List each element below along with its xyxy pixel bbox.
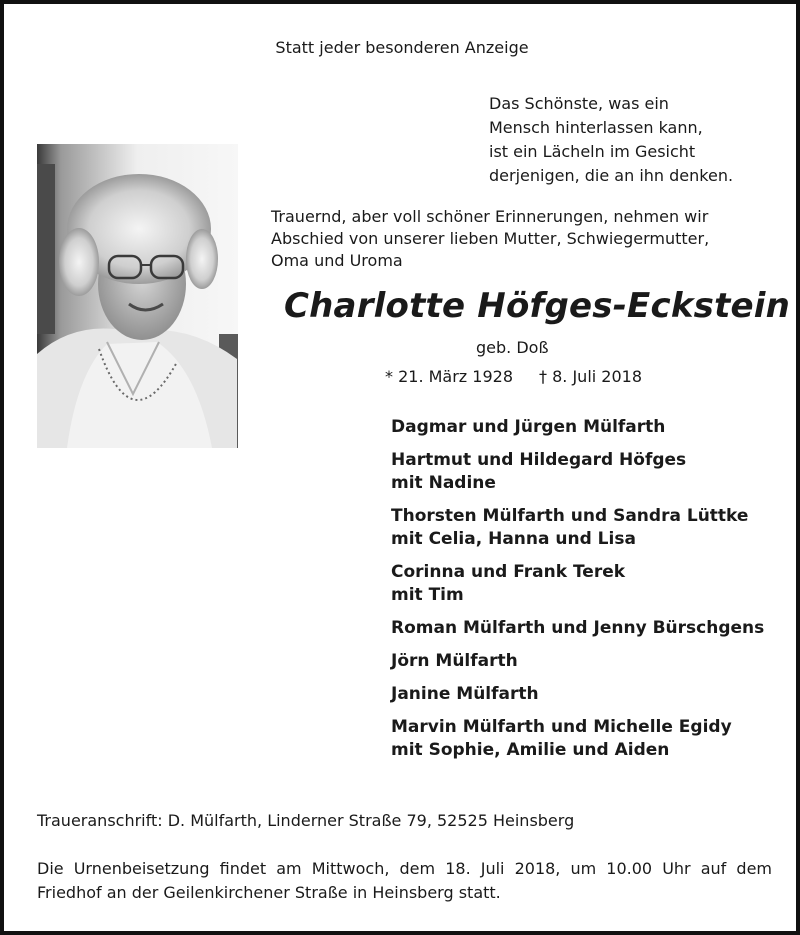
portrait-photo bbox=[37, 144, 238, 448]
intro-text bbox=[271, 206, 781, 272]
quote-line: derjenigen, die an ihn denken. bbox=[489, 166, 734, 185]
memorial-quote bbox=[489, 92, 733, 188]
mourner-line: Dagmar und Jürgen Mülfarth bbox=[391, 417, 666, 437]
mourner-line: Janine Mülfarth bbox=[391, 684, 539, 704]
death-date: † 8. Juli 2018 bbox=[539, 367, 643, 386]
mourner-entry bbox=[391, 617, 764, 640]
mourner-line: mit Sophie, Amilie und Aiden bbox=[391, 740, 670, 760]
mourner-line: mit Celia, Hanna und Lisa bbox=[391, 529, 636, 549]
mourner-line: Marvin Mülfarth und Michelle Egidy bbox=[391, 717, 732, 737]
mourner-line: mit Tim bbox=[391, 585, 464, 605]
mourner-entry bbox=[391, 650, 764, 673]
mourners-list bbox=[391, 416, 764, 772]
intro-line: Abschied von unserer lieben Mutter, Schwiegermutter, bbox=[271, 229, 710, 248]
mourner-entry bbox=[391, 716, 764, 762]
intro-line: Trauernd, aber voll schöner Erinnerungen, nehmen wir bbox=[271, 207, 709, 226]
header-line bbox=[4, 38, 800, 57]
mourner-line: Hartmut und Hildegard Höfges bbox=[391, 450, 687, 470]
quote-line: Mensch hinterlassen kann, bbox=[489, 118, 703, 137]
mourner-entry bbox=[391, 416, 764, 439]
quote-line: ist ein Lächeln im Gesicht bbox=[489, 142, 696, 161]
mourner-line: Jörn Mülfarth bbox=[391, 651, 518, 671]
mourner-entry bbox=[391, 683, 764, 706]
mourning-address: Traueranschrift: D. Mülfarth, Linderner Straße 79, 52525 Heinsberg bbox=[37, 811, 575, 830]
mourner-entry bbox=[391, 561, 764, 607]
mourner-line: Thorsten Mülfarth und Sandra Lüttke bbox=[391, 506, 749, 526]
mourner-line: mit Nadine bbox=[391, 473, 496, 493]
birth-date: * 21. März 1928 bbox=[385, 367, 514, 386]
mourner-entry bbox=[391, 505, 764, 551]
burial-notice: Die Urnenbeisetzung findet am Mittwoch, dem 18. Juli 2018, um 10.00 Uhr auf dem Friedhof an der Geilenkirchener Straße in Heinsberg statt. bbox=[37, 859, 772, 902]
intro-line: Oma und Uroma bbox=[271, 251, 403, 270]
deceased-name: Charlotte Höfges-Eckstein bbox=[284, 286, 791, 326]
quote-line: Das Schönste, was ein bbox=[489, 94, 669, 113]
header-text: Statt jeder besonderen Anzeige bbox=[275, 38, 529, 57]
portrait-illustration bbox=[37, 144, 238, 448]
mourner-line: Corinna und Frank Terek bbox=[391, 562, 626, 582]
mourner-line: Roman Mülfarth und Jenny Bürschgens bbox=[391, 618, 765, 638]
maiden-name: geb. Doß bbox=[476, 338, 549, 357]
mourner-entry bbox=[391, 449, 764, 495]
life-dates bbox=[385, 367, 642, 386]
